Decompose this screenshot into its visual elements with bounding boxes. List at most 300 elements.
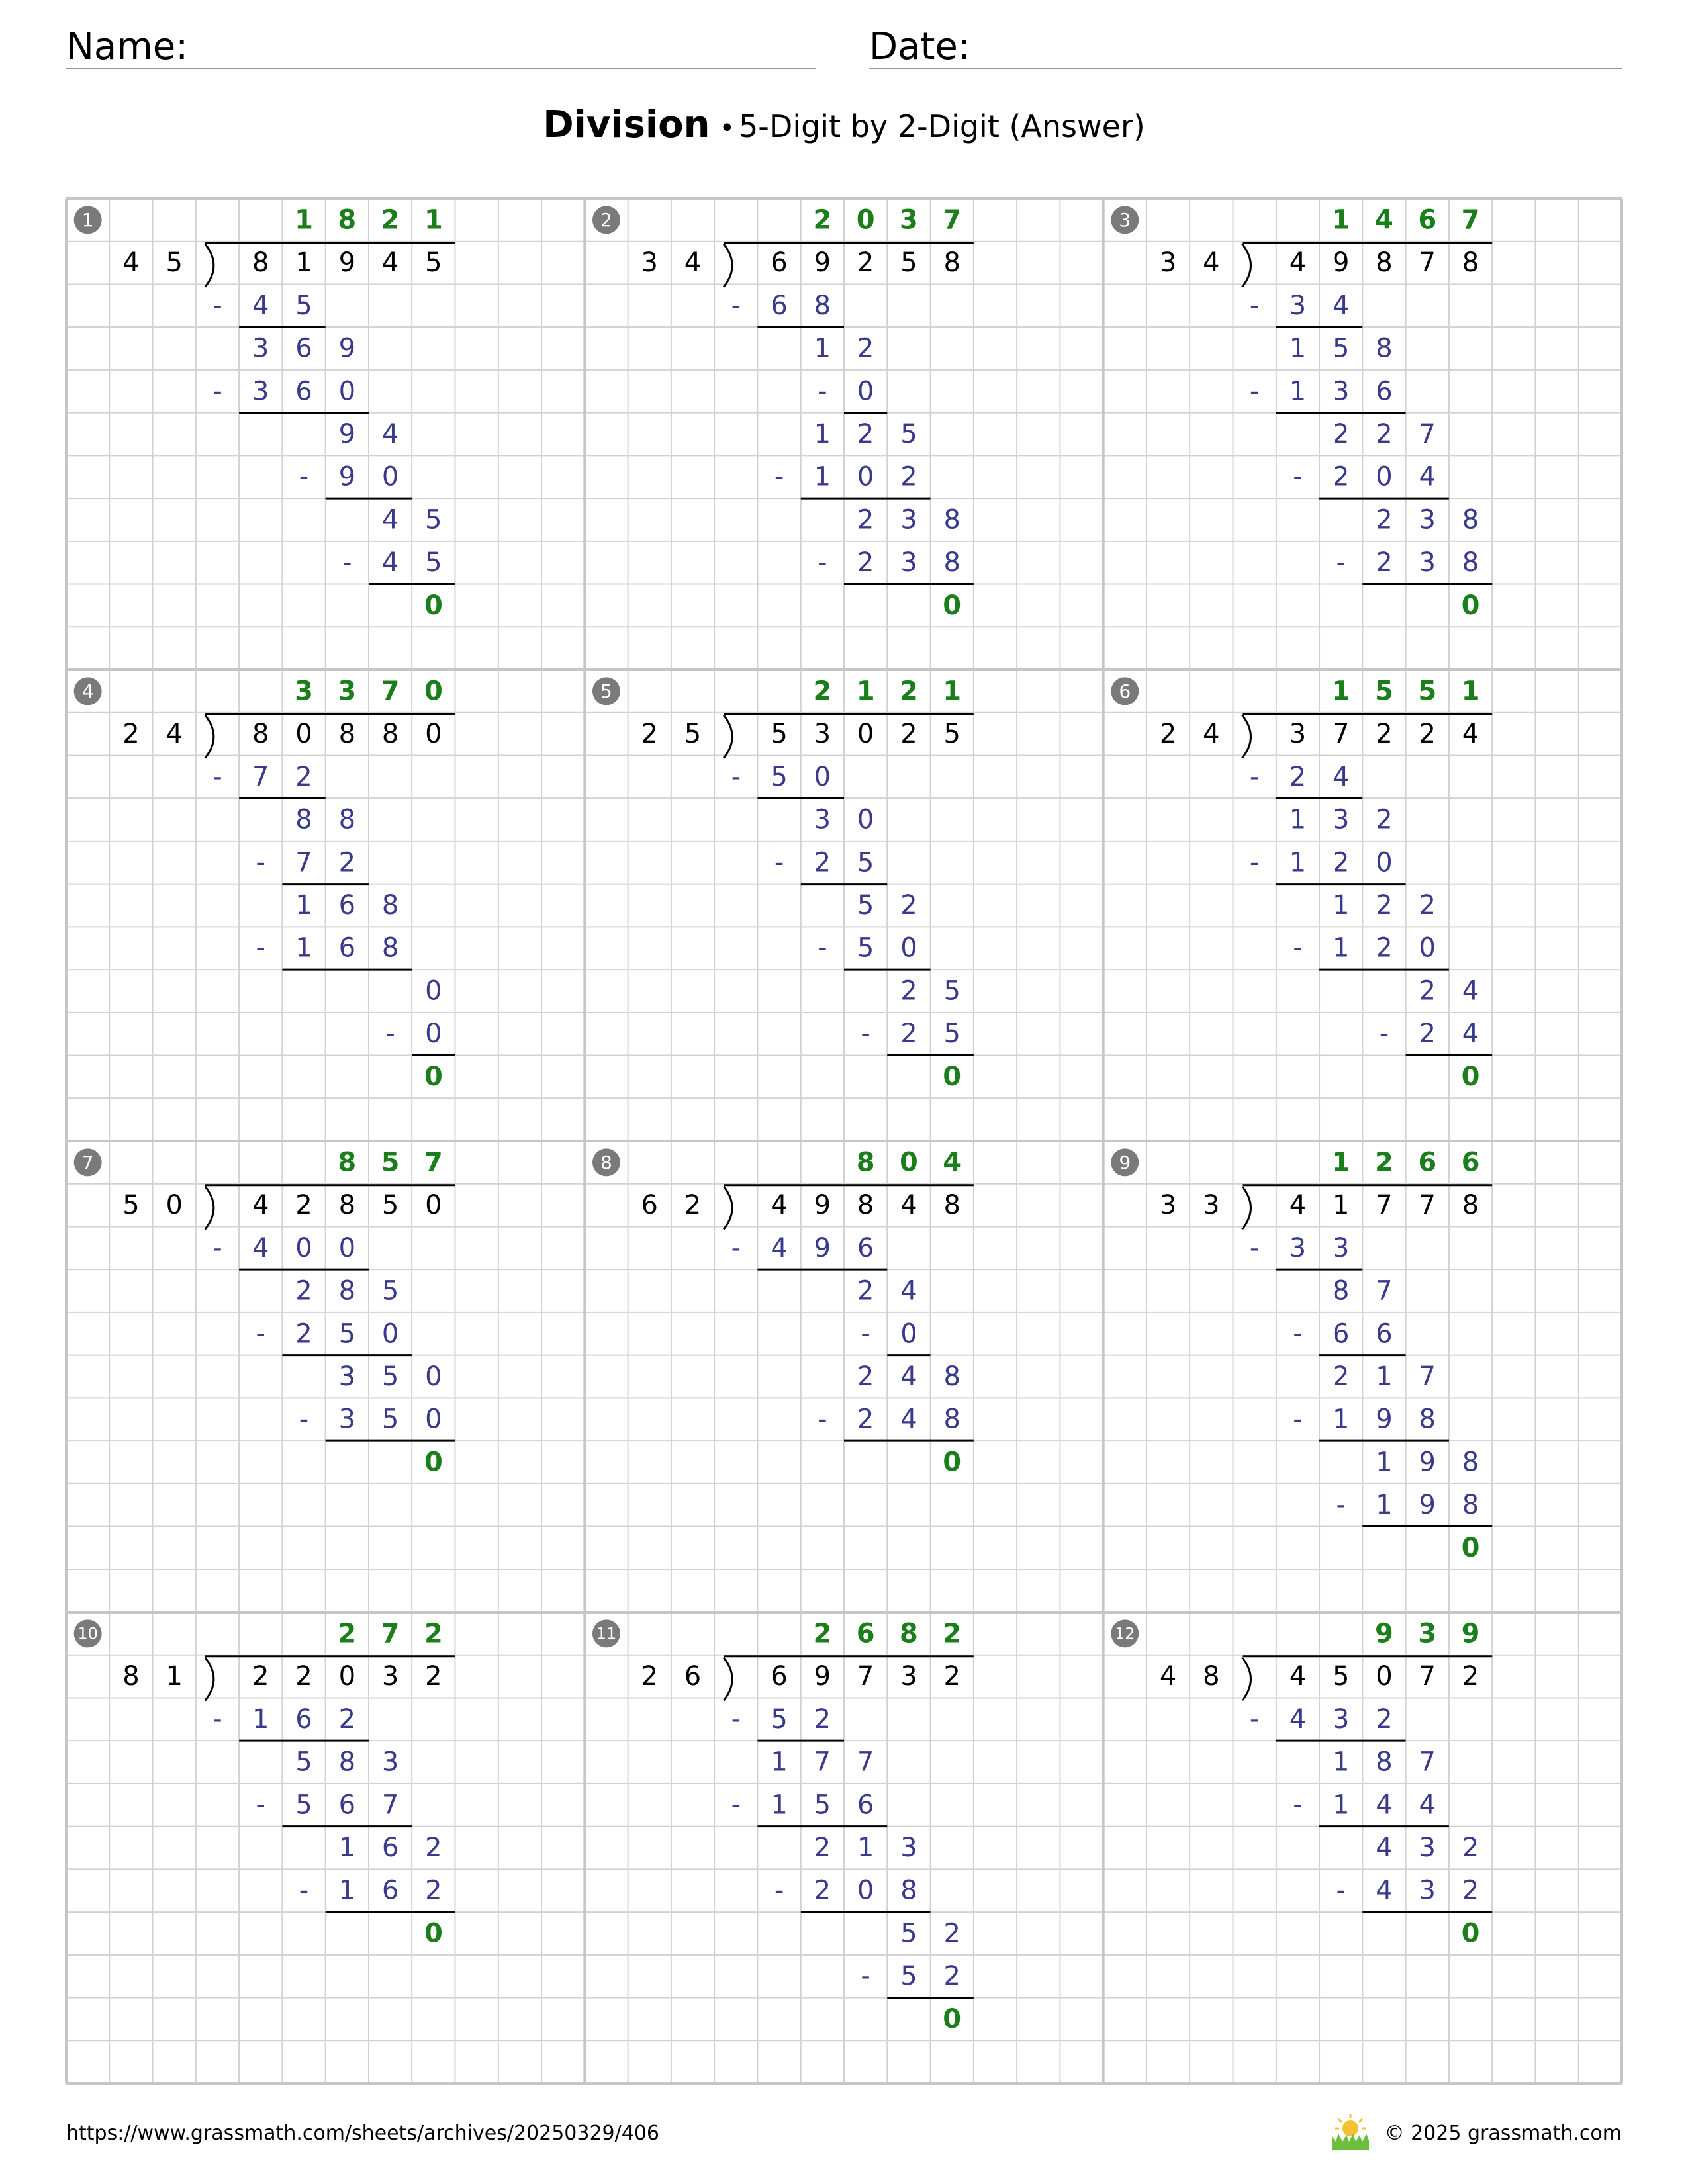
minus-sign: - bbox=[731, 1232, 741, 1263]
remainder-digit: 0 bbox=[943, 590, 962, 621]
partial-digit: 2 bbox=[1462, 1833, 1479, 1863]
subtrahend-digit: 5 bbox=[425, 547, 442, 578]
quotient-digit: 2 bbox=[1375, 1147, 1393, 1178]
minus-sign: - bbox=[731, 1790, 741, 1821]
minus-sign: - bbox=[1293, 1404, 1303, 1435]
dividend-digit: 9 bbox=[338, 248, 356, 279]
quotient-digit: 1 bbox=[295, 205, 313, 236]
partial-digit: 3 bbox=[814, 804, 831, 835]
subtrahend-digit: 1 bbox=[1332, 1404, 1350, 1435]
partial-digit: 7 bbox=[1419, 1361, 1436, 1392]
partial-digit: 8 bbox=[338, 804, 356, 835]
minus-sign: - bbox=[861, 1019, 870, 1050]
subtrahend-digit: 8 bbox=[1462, 1490, 1479, 1521]
dividend-digit: 3 bbox=[900, 1661, 917, 1692]
dividend-digit: 9 bbox=[814, 1190, 831, 1221]
minus-sign: - bbox=[385, 1019, 395, 1050]
quotient-digit: 3 bbox=[338, 676, 357, 707]
partial-digit: 2 bbox=[1332, 1361, 1350, 1392]
subtrahend-digit: 2 bbox=[1419, 1019, 1436, 1050]
quotient-digit: 8 bbox=[856, 1147, 875, 1178]
minus-sign: - bbox=[1336, 1490, 1346, 1521]
partial-digit: 9 bbox=[338, 419, 356, 449]
minus-sign: - bbox=[256, 1790, 265, 1821]
minus-sign: - bbox=[212, 290, 222, 321]
quotient-digit: 4 bbox=[1375, 205, 1393, 236]
partial-digit: 4 bbox=[900, 1275, 917, 1306]
subtrahend-digit: 0 bbox=[381, 1318, 399, 1349]
division-bracket bbox=[724, 1187, 732, 1230]
dividend-digit: 0 bbox=[425, 1190, 442, 1221]
subtrahend-digit: 1 bbox=[338, 1875, 356, 1906]
partial-digit: 8 bbox=[381, 890, 399, 921]
partial-digit: 2 bbox=[900, 976, 917, 1007]
date-label: Date: bbox=[869, 25, 970, 68]
name-label: Name: bbox=[66, 25, 189, 68]
subtrahend-digit: 2 bbox=[814, 1704, 831, 1735]
minus-sign: - bbox=[212, 1704, 222, 1735]
subtrahend-digit: 4 bbox=[771, 1232, 788, 1263]
partial-digit: 0 bbox=[857, 804, 874, 835]
subtrahend-digit: 5 bbox=[295, 1790, 312, 1821]
dividend-digit: 7 bbox=[1419, 248, 1436, 279]
partial-digit: 8 bbox=[338, 1747, 356, 1778]
subtrahend-digit: 5 bbox=[771, 761, 788, 792]
divisor-digit: 6 bbox=[641, 1190, 658, 1221]
partial-digit: 1 bbox=[1332, 1747, 1350, 1778]
partial-digit: 2 bbox=[1376, 890, 1393, 921]
subtrahend-digit: 8 bbox=[381, 933, 399, 964]
division-bracket bbox=[205, 715, 214, 758]
minus-sign: - bbox=[818, 1404, 827, 1435]
quotient-digit: 2 bbox=[813, 205, 832, 236]
dividend-digit: 8 bbox=[381, 719, 399, 750]
title-main: Division bbox=[543, 103, 710, 146]
dividend-digit: 6 bbox=[771, 248, 788, 279]
partial-digit: 1 bbox=[1332, 890, 1350, 921]
division-bracket bbox=[724, 1658, 732, 1701]
minus-sign: - bbox=[299, 1404, 309, 1435]
subtrahend-digit: 0 bbox=[1376, 847, 1393, 878]
dividend-digit: 5 bbox=[381, 1190, 399, 1221]
partial-digit: 9 bbox=[338, 333, 356, 364]
dividend-digit: 1 bbox=[295, 248, 312, 279]
subtrahend-digit: 4 bbox=[1332, 290, 1350, 321]
subtrahend-digit: 9 bbox=[338, 461, 356, 492]
minus-sign: - bbox=[1249, 376, 1260, 407]
subtrahend-digit: 0 bbox=[1376, 461, 1393, 492]
minus-sign: - bbox=[1293, 461, 1303, 492]
dividend-digit: 4 bbox=[252, 1190, 269, 1221]
dividend-digit: 3 bbox=[814, 719, 831, 750]
minus-sign: - bbox=[1336, 547, 1346, 578]
subtrahend-digit: 3 bbox=[1289, 290, 1307, 321]
quotient-digit: 2 bbox=[813, 676, 832, 707]
partial-digit: 8 bbox=[338, 1275, 356, 1306]
dividend-digit: 9 bbox=[814, 1661, 831, 1692]
partial-digit: 5 bbox=[381, 1361, 399, 1392]
subtrahend-digit: 0 bbox=[295, 1232, 312, 1263]
subtrahend-digit: 7 bbox=[252, 761, 269, 792]
division-bracket bbox=[205, 1187, 214, 1230]
partial-digit: 3 bbox=[1419, 504, 1436, 535]
partial-digit: 2 bbox=[1376, 419, 1393, 449]
partial-digit: 5 bbox=[425, 504, 442, 535]
subtrahend-digit: 2 bbox=[295, 1318, 312, 1349]
subtrahend-digit: 2 bbox=[1376, 933, 1393, 964]
dividend-digit: 3 bbox=[1289, 719, 1307, 750]
subtrahend-digit: 2 bbox=[1462, 1875, 1479, 1906]
problem-number: 12 bbox=[1115, 1624, 1135, 1643]
minus-sign: - bbox=[731, 761, 741, 792]
quotient-digit: 6 bbox=[856, 1618, 875, 1649]
partial-digit: 6 bbox=[338, 890, 356, 921]
subtrahend-digit: 4 bbox=[1332, 761, 1350, 792]
partial-digit: 7 bbox=[1419, 419, 1436, 449]
quotient-digit: 7 bbox=[381, 676, 400, 707]
partial-digit: 7 bbox=[1419, 1747, 1436, 1778]
subtrahend-digit: 3 bbox=[338, 1404, 356, 1435]
quotient-digit: 2 bbox=[338, 1618, 357, 1649]
partial-digit: 1 bbox=[295, 890, 312, 921]
partial-digit: 2 bbox=[425, 1833, 442, 1863]
quotient-digit: 7 bbox=[943, 205, 962, 236]
title-subtitle: 5-Digit by 2-Digit (Answer) bbox=[739, 109, 1145, 144]
problem-number: 11 bbox=[596, 1624, 617, 1643]
divisor-digit: 1 bbox=[165, 1661, 183, 1692]
subtrahend-digit: 4 bbox=[1419, 461, 1436, 492]
divisor-digit: 5 bbox=[122, 1190, 140, 1221]
subtrahend-digit: 0 bbox=[857, 376, 874, 407]
minus-sign: - bbox=[299, 461, 309, 492]
subtrahend-digit: 6 bbox=[771, 290, 788, 321]
subtrahend-digit: 5 bbox=[943, 1019, 961, 1050]
quotient-digit: 2 bbox=[381, 205, 400, 236]
quotient-digit: 8 bbox=[899, 1618, 918, 1649]
divisor-digit: 4 bbox=[1159, 1661, 1177, 1692]
subtrahend-digit: 3 bbox=[1332, 1704, 1350, 1735]
dividend-digit: 8 bbox=[943, 1190, 961, 1221]
partial-digit: 5 bbox=[381, 1275, 399, 1306]
quotient-digit: 3 bbox=[1418, 1618, 1437, 1649]
quotient-digit: 7 bbox=[381, 1618, 400, 1649]
dividend-digit: 4 bbox=[381, 248, 399, 279]
subtrahend-digit: 2 bbox=[295, 761, 312, 792]
partial-digit: 3 bbox=[381, 1747, 399, 1778]
subtrahend-digit: 5 bbox=[295, 290, 312, 321]
subtrahend-digit: 2 bbox=[814, 847, 831, 878]
dividend-digit: 4 bbox=[1289, 1190, 1307, 1221]
dividend-digit: 5 bbox=[425, 248, 442, 279]
subtrahend-digit: 5 bbox=[900, 1961, 917, 1992]
minus-sign: - bbox=[1293, 933, 1303, 964]
partial-digit: 1 bbox=[1376, 1447, 1393, 1478]
subtrahend-digit: 4 bbox=[381, 547, 399, 578]
division-bracket bbox=[1243, 1187, 1251, 1230]
partial-digit: 2 bbox=[857, 1361, 874, 1392]
subtrahend-digit: 3 bbox=[1332, 376, 1350, 407]
dividend-digit: 2 bbox=[425, 1661, 442, 1692]
partial-digit: 5 bbox=[1332, 333, 1350, 364]
subtrahend-digit: 5 bbox=[381, 1404, 399, 1435]
division-bracket bbox=[205, 244, 214, 287]
quotient-digit: 7 bbox=[1461, 205, 1480, 236]
quotient-digit: 5 bbox=[1418, 676, 1437, 707]
partial-digit: 2 bbox=[857, 504, 874, 535]
dividend-digit: 2 bbox=[252, 1661, 269, 1692]
subtrahend-digit: 4 bbox=[1376, 1790, 1393, 1821]
partial-digit: 5 bbox=[900, 419, 917, 449]
dividend-digit: 2 bbox=[857, 248, 874, 279]
divisor-digit: 5 bbox=[165, 248, 183, 279]
dividend-digit: 5 bbox=[943, 719, 961, 750]
partial-digit: 8 bbox=[295, 804, 312, 835]
footer-url[interactable]: https://www.grassmath.com/sheets/archives/20250329/406 bbox=[66, 2122, 660, 2145]
subtrahend-digit: 2 bbox=[1332, 461, 1350, 492]
partial-digit: 5 bbox=[943, 976, 961, 1007]
problem-number: 9 bbox=[1119, 1151, 1131, 1173]
subtrahend-digit: 5 bbox=[771, 1704, 788, 1735]
partial-digit: 1 bbox=[338, 1833, 356, 1863]
partial-digit: 1 bbox=[771, 1747, 788, 1778]
subtrahend-digit: 1 bbox=[1332, 1790, 1350, 1821]
dividend-digit: 8 bbox=[338, 719, 356, 750]
subtrahend-digit: 9 bbox=[1376, 1404, 1393, 1435]
dividend-digit: 0 bbox=[857, 719, 874, 750]
subtrahend-digit: 1 bbox=[252, 1704, 269, 1735]
quotient-digit: 7 bbox=[424, 1147, 443, 1178]
quotient-digit: 8 bbox=[338, 1147, 357, 1178]
divisor-digit: 3 bbox=[641, 248, 658, 279]
subtrahend-digit: 2 bbox=[1376, 1704, 1393, 1735]
subtrahend-digit: 4 bbox=[252, 290, 269, 321]
subtrahend-digit: 5 bbox=[857, 847, 874, 878]
subtrahend-digit: 8 bbox=[1462, 547, 1479, 578]
partial-digit: 2 bbox=[295, 1275, 312, 1306]
dividend-digit: 7 bbox=[857, 1661, 874, 1692]
subtrahend-digit: 6 bbox=[381, 1875, 399, 1906]
remainder-digit: 0 bbox=[424, 1918, 443, 1949]
problem-number: 6 bbox=[1119, 680, 1131, 702]
dividend-digit: 4 bbox=[900, 1190, 917, 1221]
subtrahend-digit: 4 bbox=[1376, 1875, 1393, 1906]
partial-digit: 2 bbox=[900, 890, 917, 921]
minus-sign: - bbox=[818, 933, 827, 964]
subtrahend-digit: 7 bbox=[295, 847, 312, 878]
subtrahend-digit: 2 bbox=[900, 461, 917, 492]
subtrahend-digit: 0 bbox=[900, 933, 917, 964]
partial-digit: 2 bbox=[1419, 976, 1436, 1007]
partial-digit: 5 bbox=[900, 1918, 917, 1949]
minus-sign: - bbox=[212, 376, 222, 407]
partial-digit: 7 bbox=[1376, 1275, 1393, 1306]
partial-digit: 1 bbox=[1289, 333, 1307, 364]
dividend-digit: 2 bbox=[943, 1661, 961, 1692]
dividend-digit: 5 bbox=[771, 719, 788, 750]
subtrahend-digit: 2 bbox=[900, 1019, 917, 1050]
minus-sign: - bbox=[774, 1875, 784, 1906]
dividend-digit: 7 bbox=[1332, 719, 1350, 750]
subtrahend-digit: 2 bbox=[814, 1875, 831, 1906]
partial-digit: 8 bbox=[1462, 1447, 1479, 1478]
partial-digit: 3 bbox=[338, 1361, 356, 1392]
quotient-digit: 3 bbox=[295, 676, 313, 707]
divisor-digit: 2 bbox=[1159, 719, 1177, 750]
subtrahend-digit: 9 bbox=[814, 1232, 831, 1263]
dividend-digit: 8 bbox=[252, 719, 269, 750]
problem-number: 1 bbox=[81, 208, 94, 231]
minus-sign: - bbox=[818, 547, 827, 578]
subtrahend-digit: 8 bbox=[814, 290, 831, 321]
partial-digit: 1 bbox=[1376, 1361, 1393, 1392]
quotient-digit: 2 bbox=[943, 1618, 962, 1649]
problem-number: 8 bbox=[600, 1151, 612, 1173]
grass-sun-logo-icon bbox=[1329, 2111, 1372, 2151]
quotient-digit: 5 bbox=[381, 1147, 400, 1178]
dividend-digit: 0 bbox=[1376, 1661, 1393, 1692]
partial-digit: 3 bbox=[1419, 1833, 1436, 1863]
partial-digit: 8 bbox=[943, 504, 961, 535]
dividend-digit: 9 bbox=[814, 248, 831, 279]
dividend-digit: 2 bbox=[295, 1190, 312, 1221]
subtrahend-digit: 5 bbox=[857, 933, 874, 964]
divisor-digit: 2 bbox=[122, 719, 140, 750]
subtrahend-digit: 7 bbox=[381, 1790, 399, 1821]
division-bracket bbox=[1243, 1658, 1251, 1701]
subtrahend-digit: 2 bbox=[338, 1704, 356, 1735]
subtrahend-digit: 6 bbox=[295, 1704, 312, 1735]
minus-sign: - bbox=[818, 376, 827, 407]
subtrahend-digit: 0 bbox=[381, 461, 399, 492]
quotient-digit: 0 bbox=[424, 676, 443, 707]
title-separator: • bbox=[719, 113, 735, 144]
subtrahend-digit: 6 bbox=[338, 933, 356, 964]
divisor-digit: 8 bbox=[122, 1661, 140, 1692]
partial-digit: 2 bbox=[1376, 504, 1393, 535]
subtrahend-digit: 6 bbox=[1376, 376, 1393, 407]
subtrahend-digit: 0 bbox=[338, 1232, 356, 1263]
quotient-digit: 8 bbox=[338, 205, 357, 236]
partial-digit: 2 bbox=[1419, 890, 1436, 921]
subtrahend-digit: 0 bbox=[814, 761, 831, 792]
problem-number: 2 bbox=[600, 208, 612, 231]
partial-digit: 9 bbox=[1419, 1447, 1436, 1478]
quotient-digit: 1 bbox=[1331, 676, 1350, 707]
partial-digit: 8 bbox=[1376, 333, 1393, 364]
dividend-digit: 8 bbox=[1462, 1190, 1479, 1221]
subtrahend-digit: 2 bbox=[1332, 847, 1350, 878]
dividend-digit: 8 bbox=[252, 248, 269, 279]
subtrahend-digit: 4 bbox=[1289, 1704, 1307, 1735]
partial-digit: 4 bbox=[1376, 1833, 1393, 1863]
dividend-digit: 2 bbox=[900, 719, 917, 750]
subtrahend-digit: 0 bbox=[425, 1404, 442, 1435]
partial-digit: 6 bbox=[295, 333, 312, 364]
remainder-digit: 0 bbox=[1461, 1061, 1480, 1092]
partial-digit: 1 bbox=[857, 1833, 874, 1863]
dividend-digit: 8 bbox=[857, 1190, 874, 1221]
minus-sign: - bbox=[212, 1232, 222, 1263]
partial-digit: 2 bbox=[814, 1833, 831, 1863]
minus-sign: - bbox=[256, 933, 265, 964]
quotient-digit: 1 bbox=[856, 676, 875, 707]
subtrahend-digit: 5 bbox=[338, 1318, 356, 1349]
subtrahend-digit: 1 bbox=[1376, 1490, 1393, 1521]
partial-digit: 2 bbox=[857, 333, 874, 364]
dividend-digit: 6 bbox=[771, 1661, 788, 1692]
dividend-digit: 0 bbox=[425, 719, 442, 750]
dividend-digit: 8 bbox=[1376, 248, 1393, 279]
divisor-digit: 4 bbox=[1203, 248, 1220, 279]
remainder-digit: 0 bbox=[424, 1061, 443, 1092]
dividend-digit: 1 bbox=[1332, 1190, 1350, 1221]
partial-digit: 1 bbox=[814, 419, 831, 449]
subtrahend-digit: 6 bbox=[338, 1790, 356, 1821]
quotient-digit: 5 bbox=[1375, 676, 1393, 707]
remainder-digit: 0 bbox=[424, 1447, 443, 1478]
dividend-digit: 4 bbox=[771, 1190, 788, 1221]
minus-sign: - bbox=[1249, 290, 1260, 321]
problem-number: 10 bbox=[77, 1624, 98, 1643]
dividend-digit: 4 bbox=[1289, 248, 1307, 279]
minus-sign: - bbox=[1249, 847, 1260, 878]
dividend-digit: 2 bbox=[1462, 1661, 1479, 1692]
partial-digit: 5 bbox=[295, 1747, 312, 1778]
partial-digit: 8 bbox=[943, 1361, 961, 1392]
subtrahend-digit: 2 bbox=[338, 847, 356, 878]
remainder-digit: 0 bbox=[1461, 1918, 1480, 1949]
quotient-digit: 1 bbox=[424, 205, 443, 236]
minus-sign: - bbox=[1379, 1019, 1389, 1050]
subtrahend-digit: 4 bbox=[1462, 1019, 1479, 1050]
dividend-digit: 2 bbox=[1419, 719, 1436, 750]
subtrahend-digit: 1 bbox=[771, 1790, 788, 1821]
partial-digit: 0 bbox=[425, 976, 442, 1007]
partial-digit: 8 bbox=[1462, 504, 1479, 535]
partial-digit: 6 bbox=[381, 1833, 399, 1863]
partial-digit: 7 bbox=[857, 1747, 874, 1778]
minus-sign: - bbox=[731, 290, 741, 321]
quotient-digit: 6 bbox=[1418, 205, 1437, 236]
minus-sign: - bbox=[861, 1961, 870, 1992]
partial-digit: 4 bbox=[381, 504, 399, 535]
quotient-digit: 2 bbox=[813, 1618, 832, 1649]
subtrahend-digit: 8 bbox=[943, 547, 961, 578]
minus-sign: - bbox=[299, 1875, 309, 1906]
dividend-digit: 8 bbox=[338, 1190, 356, 1221]
minus-sign: - bbox=[256, 847, 265, 878]
divisor-digit: 5 bbox=[684, 719, 702, 750]
subtrahend-digit: 8 bbox=[900, 1875, 917, 1906]
partial-digit: 8 bbox=[1376, 1747, 1393, 1778]
divisor-digit: 3 bbox=[1159, 248, 1177, 279]
subtrahend-digit: 0 bbox=[425, 1019, 442, 1050]
dividend-digit: 7 bbox=[1376, 1190, 1393, 1221]
dividend-digit: 5 bbox=[900, 248, 917, 279]
minus-sign: - bbox=[1293, 1790, 1303, 1821]
divisor-digit: 6 bbox=[684, 1661, 702, 1692]
minus-sign: - bbox=[1336, 1875, 1346, 1906]
subtrahend-digit: 0 bbox=[900, 1318, 917, 1349]
subtrahend-digit: 3 bbox=[1289, 1232, 1307, 1263]
minus-sign: - bbox=[731, 1704, 741, 1735]
divisor-digit: 0 bbox=[165, 1190, 183, 1221]
dividend-digit: 2 bbox=[295, 1661, 312, 1692]
dividend-digit: 7 bbox=[1419, 1661, 1436, 1692]
partial-digit: 3 bbox=[252, 333, 269, 364]
partial-digit: 5 bbox=[857, 890, 874, 921]
quotient-digit: 3 bbox=[899, 205, 918, 236]
